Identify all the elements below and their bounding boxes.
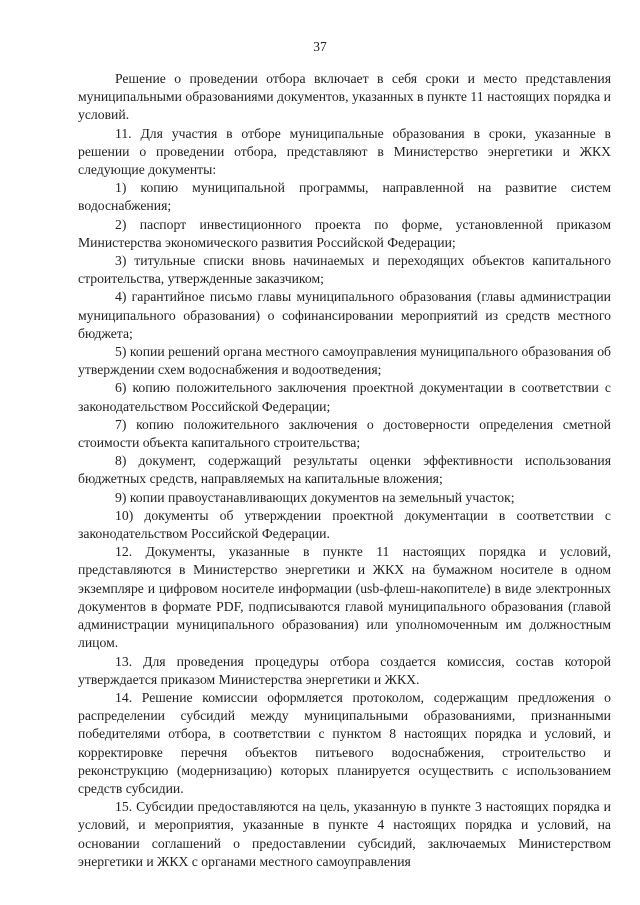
paragraph-item-12: 12. Документы, указанные в пункте 11 настоящих порядка и условий, представляются в Министерство энергетики и ЖКХ на бумажном носителе в одном экземпляре и цифровом носителе информации (usb-флеш-накопителе) в виде электронных документов в формате PDF, подписываются главой муниципального образования (главой администрации муниципального образования) или уполномоченным им должностным лицом.: [78, 544, 611, 651]
list-item-2: 2) паспорт инвестиционного проекта по форме, установленной приказом Министерства экономического развития Российской Федерации;: [78, 216, 611, 250]
list-item-4: 4) гарантийное письмо главы муниципального образования (главы администрации муниципального образования) о софинансировании мероприятий из средств местного бюджета;: [78, 289, 611, 341]
list-item-10: 10) документы об утверждении проектной документации в соответствии с законодательством Российской Федерации.: [78, 507, 611, 542]
paragraph-item-14: 14. Решение комиссии оформляется протоколом, содержащим предложения о распределении субсидий между муниципальными образованиями, признанными победителями отбора, в соответствии с пунктом 8 настоящих порядка и условий, и корректировке перечня объектов питьевого водоснабжения, строительство и реконструкцию (модернизацию) которых планируется осуществить с использованием средств субсидии.: [78, 689, 611, 796]
paragraph-item-11: 11. Для участия в отборе муниципальные образования в сроки, указанные в решении о проведении отбора, представляют в Министерство энергетики и ЖКХ следующие документы:: [78, 125, 611, 178]
document-body: [78, 70, 611, 871]
list-item-1: 1) копию муниципальной программы, направленной на развитие систем водоснабжения;: [78, 180, 611, 214]
list-item-6: 6) копию положительного заключения проектной документации в соответствии с законодательством Российской Федерации;: [78, 380, 611, 414]
list-item-5: 5) копии решений органа местного самоуправления муниципального образования об утверждении схем водоснабжения и водоотведения;: [78, 344, 611, 378]
list-item-8: 8) документ, содержащий результаты оценки эффективности использования бюджетных средств, направляемых на капитальные вложения;: [78, 453, 611, 487]
list-item-7: 7) копию положительного заключения о достоверности определения сметной стоимости объекта капитального строительства;: [78, 416, 611, 451]
paragraph-item-13: 13. Для проведения процедуры отбора создается комиссия, состав которой утверждается приказом Министерства энергетики и ЖКХ.: [78, 653, 611, 687]
list-item-3: 3) титульные списки вновь начинаемых и переходящих объектов капитального строительства, утвержденные заказчиком;: [78, 253, 611, 287]
page-number: 37: [313, 39, 327, 54]
list-item-9: 9) копии правоустанавливающих документов на земельный участок;: [115, 489, 515, 505]
paragraph-decision-contents: Решение о проведении отбора включает в себя сроки и место представления муниципальными образованиями документов, указанных в пункте 11 настоящих порядка и условий.: [78, 71, 611, 123]
paragraph-item-15: 15. Субсидии предоставляются на цель, указанную в пункте 3 настоящих порядка и условий, и мероприятия, указанные в пункте 4 настоящих порядка и условий, на основании соглашений о предоставлении субсидий, заключаемых Министерством энергетики и ЖКХ с органами местного самоуправления: [78, 799, 611, 869]
